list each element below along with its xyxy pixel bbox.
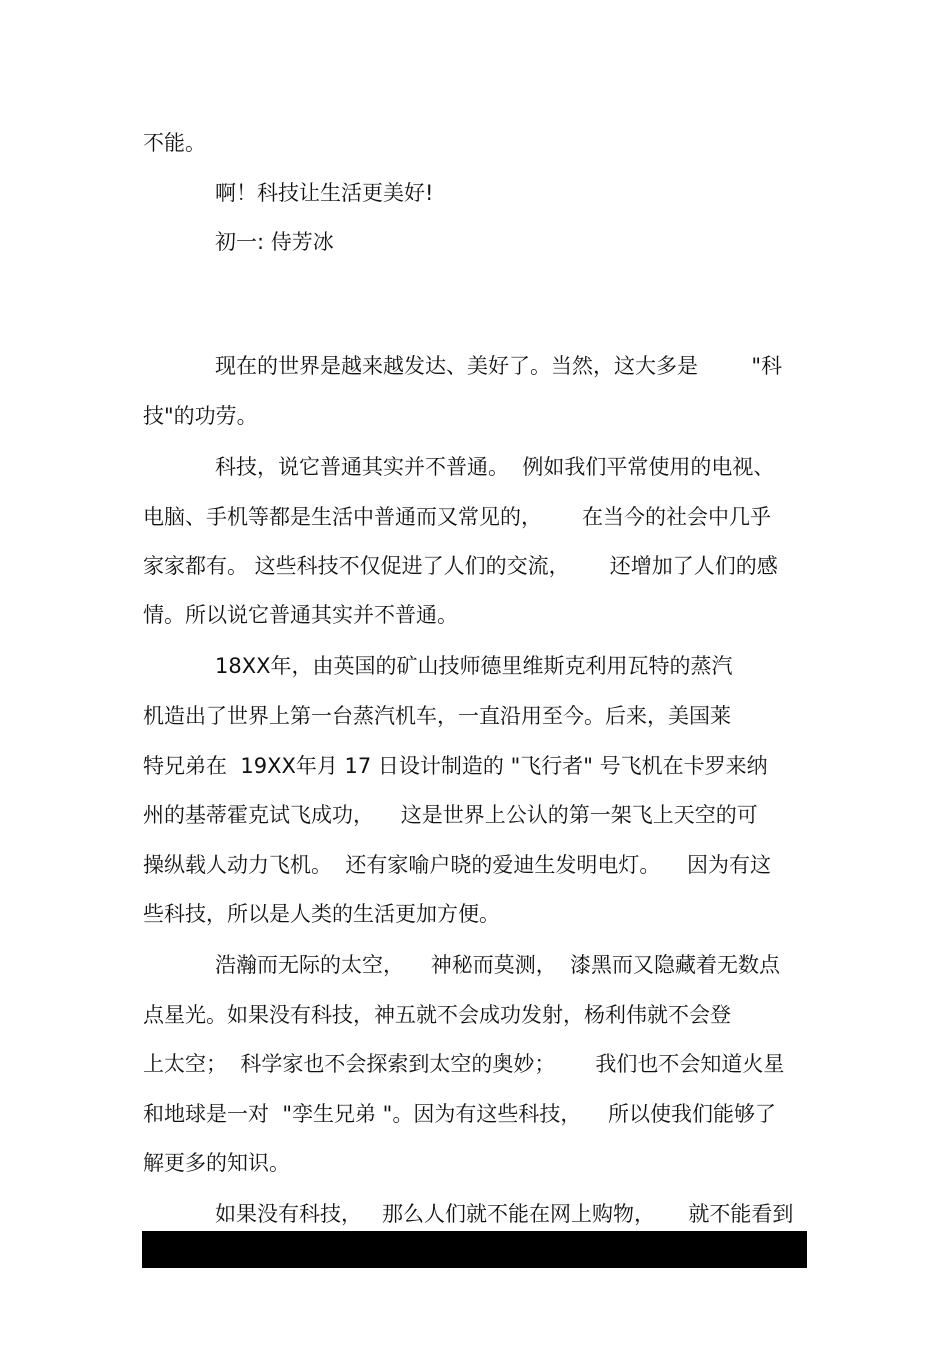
text-line: 不能。	[143, 131, 206, 155]
paragraph-line: 解更多的知识。	[143, 1151, 290, 1175]
paragraph-line: 上太空； 科学家也不会探索到太空的奥妙； 我们也不会知道火星	[143, 1052, 785, 1076]
paragraph-line: 点星光。如果没有科技，神五就不会成功发射，杨利伟就不会登	[143, 1003, 731, 1027]
text-line: 啊！科技让生活更美好!	[215, 181, 434, 205]
paragraph-line: 情。所以说它普通其实并不普通。	[143, 603, 458, 627]
paragraph-line: 18XX年，由英国的矿山技师德里维斯克利用瓦特的蒸汽	[215, 654, 733, 678]
paragraph-line: 技"的功劳。	[143, 404, 258, 428]
paragraph-line: 些科技，所以是人类的生活更加方便。	[143, 902, 500, 926]
paragraph-line: 州的基蒂霍克试飞成功， 这是世界上公认的第一架飞上天空的可	[143, 803, 758, 827]
paragraph-line: 现在的世界是越来越发达、美好了。当然，这大多是 "科	[215, 354, 783, 378]
redaction-bar	[142, 1231, 807, 1268]
paragraph-line: 科技，说它普通其实并不普通。 例如我们平常使用的电视、	[215, 455, 775, 479]
paragraph-line: 如果没有科技， 那么人们就不能在网上购物， 就不能看到	[215, 1202, 794, 1226]
text-line: 初一: 侍芳冰	[215, 230, 334, 254]
paragraph-line: 电脑、手机等都是生活中普通而又常见的， 在当今的社会中几乎	[143, 505, 772, 529]
paragraph-line: 和地球是一对 "孪生兄弟 "。因为有这些科技， 所以使我们能够了	[143, 1102, 777, 1126]
paragraph-line: 特兄弟在 19XX年月 17 日设计制造的 "飞行者" 号飞机在卡罗来纳	[143, 754, 768, 778]
paragraph-line: 操纵载人动力飞机。 还有家喻户晓的爱迪生发明电灯。 因为有这	[143, 853, 772, 877]
paragraph-line: 机造出了世界上第一台蒸汽机车，一直沿用至今。后来，美国莱	[143, 704, 731, 728]
paragraph-line: 家家都有。 这些科技不仅促进了人们的交流， 还增加了人们的感	[143, 554, 778, 578]
paragraph-line: 浩瀚而无际的太空， 神秘而莫测， 漆黑而又隐藏着无数点	[215, 953, 781, 977]
